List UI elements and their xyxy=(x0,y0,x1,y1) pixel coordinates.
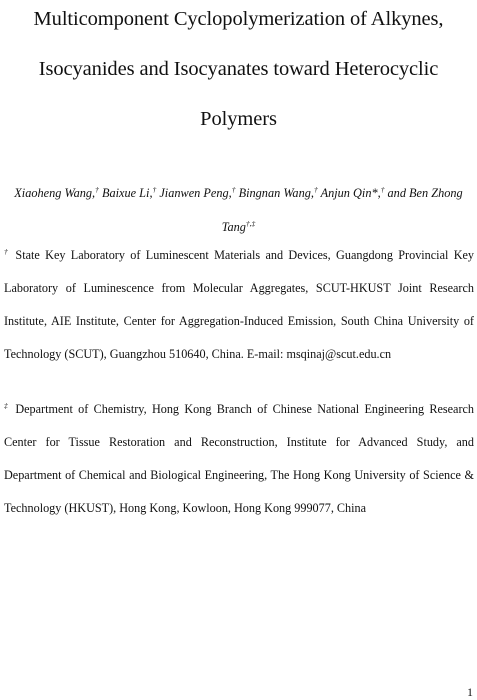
affiliation-paragraph xyxy=(4,239,474,371)
affiliation-paragraph xyxy=(4,393,474,525)
author-name: Jianwen Peng, xyxy=(159,186,232,200)
affiliation-mark: ‡ xyxy=(4,401,11,410)
author-name: and Ben Zhong xyxy=(387,186,463,200)
affiliation-mark: † xyxy=(95,185,99,194)
affiliation-mark: † xyxy=(313,185,318,194)
author-name: Baixue Li, xyxy=(101,186,153,200)
author-name: Xiaoheng Wang, xyxy=(14,186,96,200)
title-line: Multicomponent Cyclopolymerization of Alkynes, xyxy=(33,8,444,30)
author-name: Anjun Qin*, xyxy=(320,186,381,200)
title-line: Isocyanides and Isocyanates toward Heterocyclic xyxy=(38,58,439,80)
author-list xyxy=(0,176,477,244)
author-name: Bingnan Wang, xyxy=(238,186,314,200)
affiliation-mark: † xyxy=(152,185,157,194)
affiliation-mark: †,‡ xyxy=(245,219,256,228)
paper-title xyxy=(0,0,477,144)
title-line: Polymers xyxy=(200,108,277,130)
affiliation-text: State Key Laboratory of Luminescent Materials and Devices, Guangdong Provincial Key Laboratory of Luminescence from Molecular Aggregates, SCUT-HKUST Joint Research Institute, AIE Institute, Center for Aggregation-Induced Emission, South China University of Technology (SCUT), Guangzhou 510640, China. E-mail: msqinaj@scut.edu.cn xyxy=(4,248,475,361)
page-number: 1 xyxy=(467,685,473,699)
author-line xyxy=(0,176,477,210)
affiliation-mark: † xyxy=(4,247,11,256)
author-name: Tang xyxy=(221,220,246,234)
affiliation-text: Department of Chemistry, Hong Kong Branch of Chinese National Engineering Research Center for Tissue Restoration and Reconstruction, Institute for Advanced Study, and Department of Chemical and Biological Engineering, The Hong Kong University of Science & Technology (HKUST), Hong Kong, Kowloon, Hong Kong 999077, China xyxy=(4,402,475,515)
affiliation-mark: † xyxy=(231,185,236,194)
affiliation-mark: † xyxy=(380,185,385,194)
